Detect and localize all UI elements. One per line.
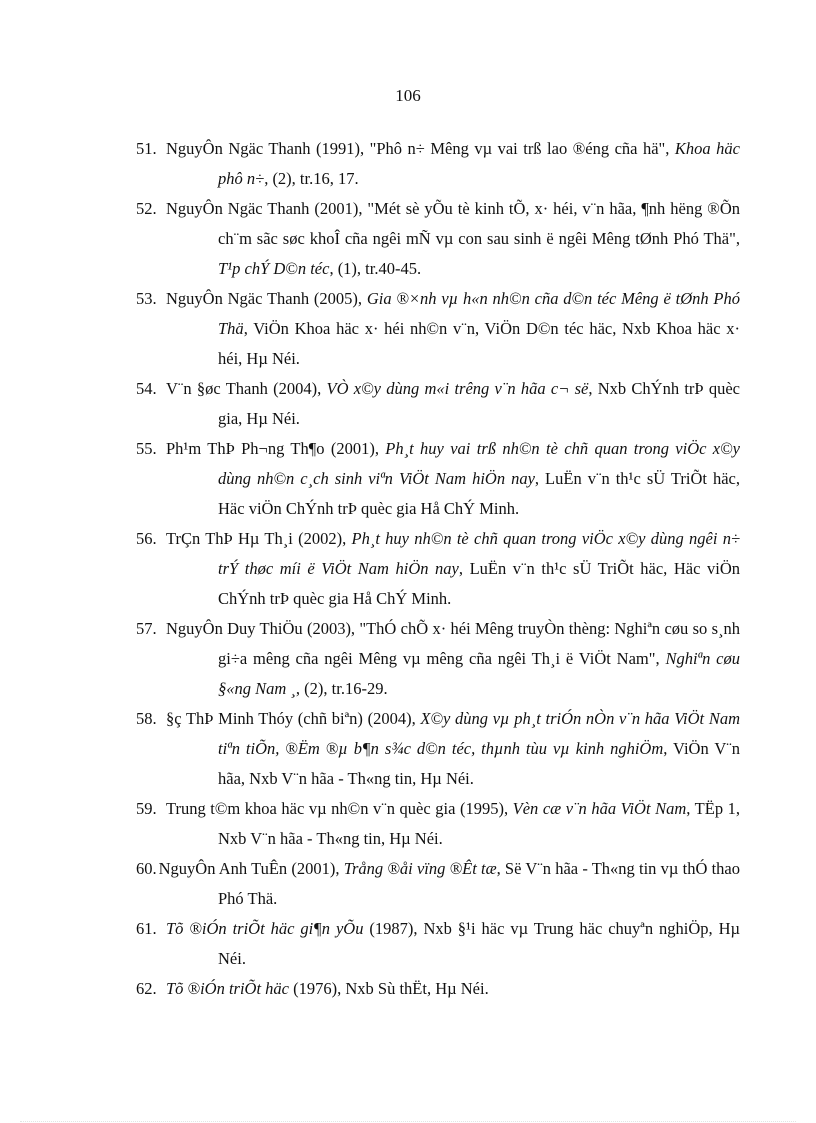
reference-number: 54. — [136, 379, 157, 398]
reference-title: Trång ®åi vïng ®Êt tæ — [343, 859, 497, 878]
reference-title: Khoa häc phô n÷ — [218, 139, 740, 188]
reference-item — [136, 284, 740, 374]
reference-text: NguyÔn Ngäc Thanh (1991), "Phô n÷ Mêng vµ vai trß lao ®éng cña hä", — [166, 139, 675, 158]
reference-list — [136, 134, 740, 1004]
reference-text: V¨n §øc Thanh (2004), — [166, 379, 327, 398]
reference-number: 52. — [136, 199, 157, 218]
reference-item — [136, 854, 740, 914]
reference-text: NguyÔn Ngäc Thanh (2005), — [166, 289, 367, 308]
reference-number: 56. — [136, 529, 157, 548]
reference-text: , (2), tr.16, 17. — [264, 169, 359, 188]
reference-item — [136, 434, 740, 524]
reference-item — [136, 134, 740, 194]
reference-text: TrÇn ThÞ Hµ Th¸i (2002), — [166, 529, 352, 548]
reference-title: X©y dùng vµ ph¸t triÓn nÒn v¨n hãa ViÖt Nam tiªn tiÕn, ®Ëm ®µ b¶n s¾c d©n téc, thµnh tùu vµ kinh nghiÖm — [218, 709, 740, 758]
reference-text: Ph¹m ThÞ Ph¬ng Th¶o (2001), — [166, 439, 386, 458]
reference-text: , TËp 1, Nxb V¨n hãa - Th«ng tin, Hµ Néi. — [218, 799, 740, 848]
reference-item — [136, 614, 740, 704]
reference-number: 60. — [136, 859, 157, 878]
reference-item — [136, 194, 740, 284]
reference-title: Nghiªn cøu §«ng Nam ¸ — [218, 649, 740, 698]
reference-text: , (2), tr.16-29. — [295, 679, 388, 698]
reference-title: Vèn cæ v¨n hãa ViÖt Nam — [512, 799, 687, 818]
reference-title: Gia ®×nh vµ h«n nh©n cña d©n téc Mêng ë tØnh Phó Thä — [218, 289, 740, 338]
reference-text: NguyÔn Anh TuÊn (2001), — [158, 859, 344, 878]
reference-text: , ViÖn Khoa häc x· héi nh©n v¨n, ViÖn D©n téc häc, Nxb Khoa häc x· héi, Hµ Néi. — [218, 319, 740, 368]
reference-number: 58. — [136, 709, 157, 728]
reference-number: 53. — [136, 289, 157, 308]
reference-number: 55. — [136, 439, 157, 458]
reference-title: Ph¸t huy nh©n tè chñ quan trong viÖc x©y dùng ngêi n÷ trÝ thøc míi ë ViÖt Nam hiÖn nay — [218, 529, 740, 578]
reference-title: Ph¸t huy vai trß nh©n tè chñ quan trong viÖc x©y dùng nh©n c¸ch sinh viªn ViÖt Nam hiÖn nay — [218, 439, 740, 488]
reference-number: 62. — [136, 979, 157, 998]
page-bottom-divider — [20, 1121, 796, 1122]
reference-text: , ViÖn V¨n hãa, Nxb V¨n hãa - Th«ng tin, Hµ Néi. — [218, 739, 740, 788]
reference-item — [136, 974, 740, 1004]
reference-item — [136, 704, 740, 794]
reference-text: , LuËn v¨n th¹c sÜ TriÕt häc, Häc viÖn ChÝnh trÞ quèc gia Hå ChÝ Minh. — [218, 469, 740, 518]
reference-text: , Së V¨n hãa - Th«ng tin vµ thÓ thao Phó Thä. — [218, 859, 740, 908]
reference-text: (1976), Nxb Sù thËt, Hµ Néi. — [289, 979, 489, 998]
reference-text: Trung t©m khoa häc vµ nh©n v¨n quèc gia (1995), — [166, 799, 513, 818]
reference-item — [136, 524, 740, 614]
reference-number: 57. — [136, 619, 157, 638]
reference-item — [136, 914, 740, 974]
reference-text: , (1), tr.40-45. — [329, 259, 422, 278]
reference-title: T¹p chÝ D©n téc — [218, 259, 330, 278]
reference-number: 61. — [136, 919, 157, 938]
reference-text: NguyÔn Duy ThiÖu (2003), "ThÓ chÕ x· héi Mêng truyÒn thèng: Nghiªn cøu so s¸nh gi÷a mêng cña ngêi Mêng vµ mêng cña ngêi Th¸i ë ViÖt Nam", — [166, 619, 740, 668]
reference-text: NguyÔn Ngäc Thanh (2001), "Mét sè yÕu tè kinh tÕ, x· héi, v¨n hãa, ¶nh hëng ®Õn ch¨m sãc søc khoÎ cña ngêi mÑ vµ con sau sinh ë ngêi Mêng tØnh Phó Thä", — [166, 199, 740, 248]
reference-text: §ç ThÞ Minh Thóy (chñ biªn) (2004), — [166, 709, 421, 728]
reference-text: , LuËn v¨n th¹c sÜ TriÕt häc, Häc viÖn ChÝnh trÞ quèc gia Hå ChÝ Minh. — [218, 559, 740, 608]
reference-item — [136, 794, 740, 854]
reference-text: (1987), Nxb §¹i häc vµ Trung häc chuyªn nghiÖp, Hµ Néi. — [218, 919, 741, 968]
reference-title: Tõ ®iÓn triÕt häc — [166, 979, 290, 998]
reference-number: 59. — [136, 799, 157, 818]
reference-title: Tõ ®iÓn triÕt häc gi¶n yÕu — [166, 919, 364, 938]
reference-title: VÒ x©y dùng m«i trêng v¨n hãa c¬ së — [326, 379, 589, 398]
page-number: 106 — [395, 86, 421, 105]
reference-text: , Nxb ChÝnh trÞ quèc gia, Hµ Néi. — [218, 379, 741, 428]
reference-number: 51. — [136, 139, 157, 158]
reference-item — [136, 374, 740, 434]
